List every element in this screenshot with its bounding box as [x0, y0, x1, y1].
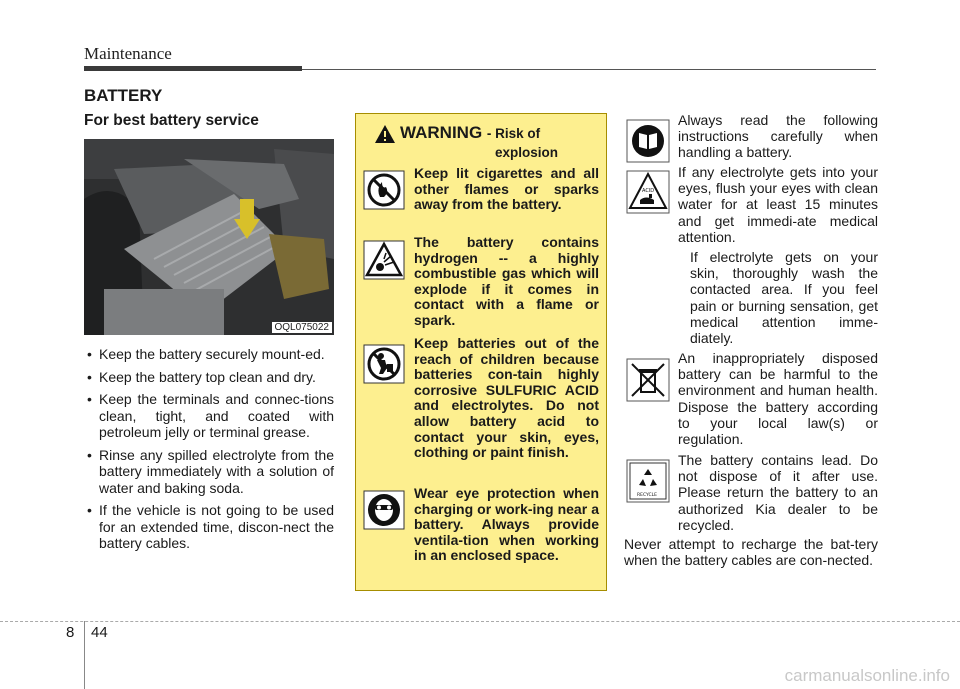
- recycle-icon: [626, 459, 670, 503]
- running-header: Maintenance: [84, 44, 172, 63]
- read-manual-icon: [626, 119, 670, 163]
- engine-bay-battery-photo: [84, 139, 334, 335]
- battery-care-list: [84, 346, 334, 558]
- warning-triangle-icon: [374, 124, 396, 144]
- chapter-number: 8: [66, 624, 75, 641]
- footer-rule: [0, 621, 960, 622]
- photo-caption: OQL075022: [272, 322, 333, 333]
- warning-label: WARNING: [400, 123, 483, 142]
- acid-hazard-icon: [626, 170, 670, 214]
- page-number: 44: [91, 624, 108, 641]
- list-item: • If the vehicle is not going to be used for an extended time, discon-nect the battery cables.: [84, 502, 334, 552]
- warning-item-children: Keep batteries out of the reach of children because batteries con-tain highly corrosive SULFURIC ACID and electrolytes. Do not allow battery acid to contact your skin, eyes, clothing or paint finish.: [414, 335, 599, 461]
- warning-subtitle-2: explosion: [495, 145, 559, 160]
- list-item: • Rinse any spilled electrolyte from the battery immediately with a solution of water and baking soda.: [84, 447, 334, 497]
- electrolyte-eyes-text: If any electrolyte gets into your eyes, flush your eyes with clean water for at least 15 minutes and get immedi-ate medical attention.: [678, 164, 878, 245]
- header-rule-thick: [84, 66, 302, 71]
- section-title: BATTERY: [84, 86, 163, 105]
- eye-protection-icon: [363, 490, 405, 530]
- battery-photo-illustration: [84, 139, 334, 335]
- disposal-text: An inappropriately disposed battery can be harmful to the environment and human health. Dispose the battery according to your local law(s) or regulation.: [678, 350, 878, 448]
- keep-away-children-icon: [363, 344, 405, 384]
- electrolyte-skin-text: If electrolyte gets on your skin, thoroughly wash the contacted area. If you feel pain or burning sensation, get medical attention imme-diately.: [690, 249, 878, 347]
- warning-item-hydrogen: The battery contains hydrogen -- a highly combustible gas which will explode if it comes in contact with a flame or spark.: [414, 234, 599, 328]
- warning-heading: [400, 123, 540, 143]
- no-trash-disposal-icon: [626, 358, 670, 402]
- list-item: • Keep the battery securely mount-ed.: [84, 346, 334, 363]
- read-instructions-text: Always read the following instructions carefully when handling a battery.: [678, 112, 878, 161]
- watermark: carmanualsonline.info: [784, 666, 950, 685]
- footer-divider: [84, 621, 85, 689]
- no-flame-icon: [363, 170, 405, 210]
- recycle-text: The battery contains lead. Do not dispose of it after use. Please return the battery to an authorized Kia dealer to be recycled.: [678, 452, 878, 533]
- explosive-icon: [363, 240, 405, 280]
- warning-subtitle: - Risk of: [486, 126, 541, 141]
- warning-item-eye-protection: Wear eye protection when charging or work-ing near a battery. Always provide ventila-tion when working in an enclosed space.: [414, 485, 599, 564]
- warning-box: [355, 113, 607, 591]
- list-item: • Keep the battery top clean and dry.: [84, 369, 334, 386]
- list-item: • Keep the terminals and connec-tions clean, tight, and coated with petroleum jelly or terminal grease.: [84, 391, 334, 441]
- recycle-icon-label: RECYCLE: [637, 493, 658, 498]
- recharge-warning-text: Never attempt to recharge the bat-tery when the battery cables are con-nected.: [624, 536, 878, 569]
- warning-item-flames: Keep lit cigarettes and all other flames or sparks away from the battery.: [414, 165, 599, 213]
- subsection-title: For best battery service: [84, 112, 259, 129]
- header-rule-thin: [302, 69, 876, 70]
- acid-icon-label: ACID: [642, 188, 655, 194]
